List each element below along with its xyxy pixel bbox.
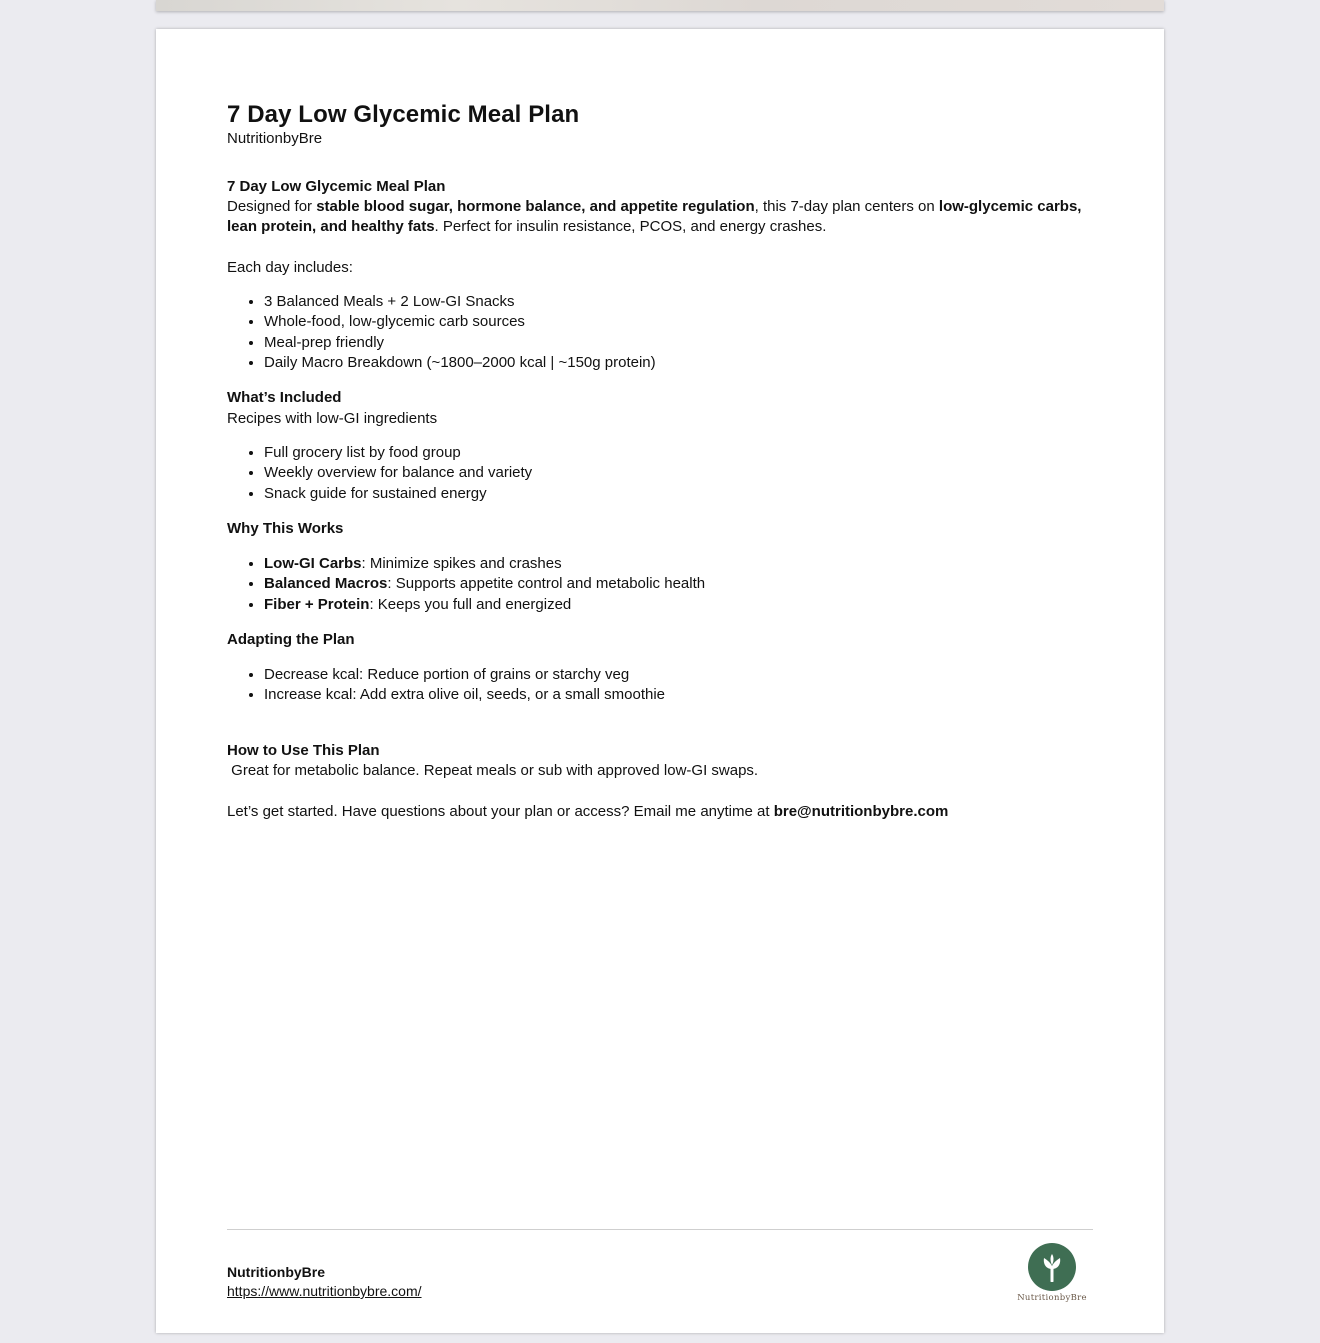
intro-text-1: Designed for <box>227 198 317 215</box>
why-item-bold: Fiber + Protein <box>264 595 370 613</box>
document-title: 7 Day Low Glycemic Meal Plan <box>227 101 580 128</box>
page-content <box>227 101 1093 822</box>
list-item: • Increase kcal: Add extra olive oil, seeds, or a small smoothie <box>264 685 1093 705</box>
list-item: • Decrease kcal: Reduce portion of grains or starchy veg <box>264 665 1093 685</box>
list-item: • Meal-prep friendly <box>264 333 1093 353</box>
list-item: • Whole-food, low-glycemic carb sources <box>264 312 1093 332</box>
list-item: • Daily Macro Breakdown (~1800–2000 kcal | ~150g protein) <box>264 353 1093 373</box>
intro-bold-1: stable blood sugar, hormone balance, and appetite regulation <box>316 198 755 215</box>
intro-heading: 7 Day Low Glycemic Meal Plan <box>227 178 446 195</box>
closing-text: Let’s get started. Have questions about your plan or access? Email me anytime at <box>227 802 774 820</box>
list-item <box>264 574 1093 594</box>
footer-divider <box>227 1229 1093 1230</box>
why-this-works-list <box>227 554 1093 615</box>
intro-text-2: , this 7-day plan centers on <box>754 198 939 215</box>
why-item-text: : Keeps you full and energized <box>369 595 572 613</box>
each-day-list <box>227 292 1093 373</box>
why-item-text: : Supports appetite control and metabolic health <box>387 575 706 593</box>
document-page <box>156 29 1164 1333</box>
document-author: NutritionbyBre <box>227 130 323 147</box>
how-to-use-heading: How to Use This Plan <box>227 741 380 759</box>
logo-circle <box>1028 1243 1076 1291</box>
intro-bold-2: low-glycemic carbs, lean protein, and healthy fats <box>227 198 1082 235</box>
sprout-icon <box>1038 1252 1066 1282</box>
closing-paragraph <box>227 802 1093 822</box>
list-item <box>264 554 1093 574</box>
whats-included-list <box>227 443 1093 504</box>
list-item: • Full grocery list by food group <box>264 443 1093 463</box>
how-to-use-text: Great for metabolic balance. Repeat meals or sub with approved low-GI swaps. <box>227 761 759 779</box>
adapting-list <box>227 665 1093 706</box>
list-item: • 3 Balanced Meals + 2 Low-GI Snacks <box>264 292 1093 312</box>
list-item: • Weekly overview for balance and variety <box>264 463 1093 483</box>
whats-included-lead: Recipes with low-GI ingredients <box>227 410 438 428</box>
adapting-heading: Adapting the Plan <box>227 630 355 648</box>
previous-page-edge <box>156 0 1164 11</box>
list-item <box>264 595 1093 615</box>
contact-email: bre@nutritionbybre.com <box>773 802 949 820</box>
intro-text-3: . Perfect for insulin resistance, PCOS, and energy crashes. <box>434 218 827 235</box>
intro-paragraph <box>227 197 1093 237</box>
each-day-label: Each day includes: <box>227 259 353 276</box>
why-item-bold: Low-GI Carbs <box>264 555 362 573</box>
whats-included-heading: What’s Included <box>227 389 342 407</box>
list-item: • Snack guide for sustained energy <box>264 484 1093 504</box>
why-this-works-heading: Why This Works <box>227 520 344 538</box>
why-item-bold: Balanced Macros <box>264 575 388 593</box>
footer-website-link[interactable]: https://www.nutritionbybre.com/ <box>227 1283 422 1299</box>
logo-text: NutritionbyBre <box>1017 1293 1087 1303</box>
brand-logo <box>1011 1243 1093 1307</box>
footer-brand-name: NutritionbyBre <box>227 1264 325 1280</box>
why-item-text: : Minimize spikes and crashes <box>361 555 562 573</box>
